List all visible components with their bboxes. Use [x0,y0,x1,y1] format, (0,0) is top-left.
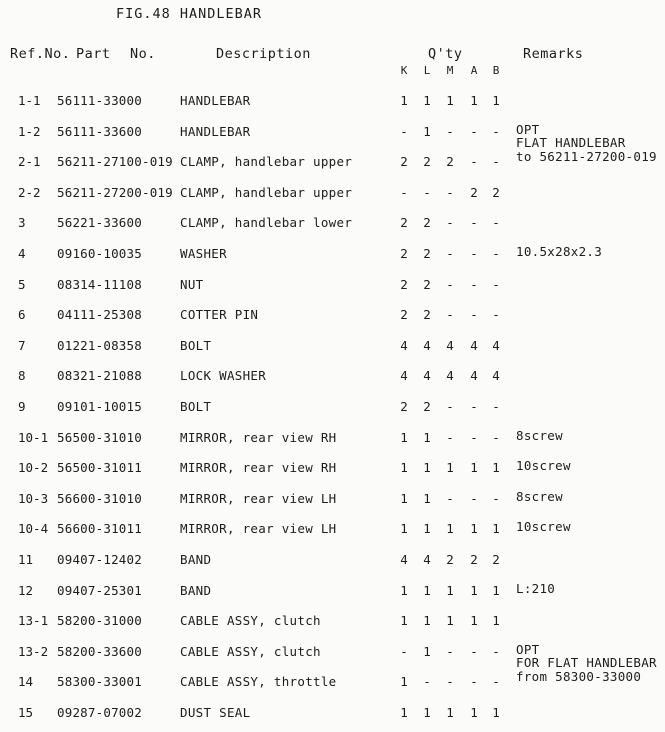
description-cell: HANDLEBAR [180,123,251,139]
qty-cell: - [470,246,478,261]
header-ref-no: Ref.No. [10,46,71,62]
part-number-cell: 09407-12402 [57,552,142,567]
qty-col-l: L [423,64,431,77]
ref-number-cell: 15 [18,705,34,720]
qty-cell: 4 [446,337,454,353]
ref-number-cell: 3 [18,215,26,231]
table-row [0,154,665,174]
qty-cell: 1 [470,460,478,476]
part-number-cell: 56600-31011 [57,521,142,537]
qty-cell: 2 [446,154,454,170]
description-cell: NUT [180,276,204,292]
remarks-line: 8screw [516,427,563,443]
qty-cell: - [492,429,500,445]
header-qty: Q'ty [428,46,463,62]
table-row [0,552,665,572]
qty-cell: - [492,307,500,323]
qty-cell: 2 [400,307,408,323]
ref-number-cell: 4 [18,246,26,261]
qty-cell: - [423,674,431,690]
description-cell: BOLT [180,337,212,353]
ref-number-cell: 1-1 [18,93,41,108]
qty-cell: - [470,123,478,139]
ref-number-cell: 7 [18,337,26,353]
remarks-line: L:210 [516,580,556,596]
part-number-cell: 56211-27100-019 [57,154,173,170]
qty-cell: 2 [400,276,408,292]
qty-cell: 1 [446,460,454,476]
description-cell: CLAMP, handlebar upper [180,184,353,200]
qty-cell: 1 [470,521,478,537]
qty-cell: 1 [423,613,431,629]
qty-cell: - [470,429,478,445]
qty-cell: - [470,399,478,414]
figure-title: FIG.48 HANDLEBAR [116,6,263,22]
qty-cell: 2 [423,399,431,414]
qty-cell: - [446,123,454,139]
table-row [0,246,665,266]
remarks-line: FOR FLAT HANDLEBAR [516,655,657,671]
qty-cell: 1 [446,705,454,720]
qty-cell: - [470,307,478,323]
qty-cell: 1 [470,582,478,598]
ref-number-cell: 9 [18,399,26,414]
table-row [0,185,665,205]
description-cell: HANDLEBAR [180,93,251,108]
qty-cell: - [400,123,408,139]
description-cell: LOCK WASHER [180,368,267,384]
ref-number-cell: 10-3 [18,490,49,506]
qty-cell: 4 [423,337,431,353]
qty-cell: 1 [492,705,500,720]
qty-cell: 1 [492,460,500,476]
qty-cell: 2 [492,552,500,567]
part-number-cell: 56111-33000 [57,93,142,108]
qty-cell: 2 [423,154,431,170]
remarks-line: OPT [516,121,540,137]
ref-number-cell: 10-4 [18,521,49,537]
qty-cell: - [400,184,408,200]
description-cell: CABLE ASSY, clutch [180,643,321,659]
part-number-cell: 58300-33001 [57,674,142,690]
qty-cell: - [492,643,500,659]
description-cell: CLAMP, handlebar lower [180,215,353,231]
description-cell: COTTER PIN [180,307,259,323]
part-number-cell: 09101-10015 [57,399,142,414]
qty-cell: 4 [492,337,500,353]
qty-cell: - [423,184,431,200]
table-row [0,215,665,235]
table-row [0,613,665,633]
part-number-cell: 58200-31000 [57,613,142,629]
qty-cell: - [400,643,408,659]
part-number-cell: 08321-21088 [57,368,142,384]
qty-cell: 2 [492,184,500,200]
qty-cell: - [446,246,454,261]
table-row [0,580,665,603]
qty-col-b: B [492,64,500,77]
ref-number-cell: 8 [18,368,26,384]
qty-cell: - [446,674,454,690]
qty-cell: 2 [400,246,408,261]
remarks-line: FLAT HANDLEBAR [516,135,626,151]
qty-cell: - [492,399,500,414]
qty-cell: 1 [446,93,454,108]
qty-cell: 2 [470,184,478,200]
table-row [0,705,665,725]
qty-cell: - [446,429,454,445]
qty-cell: - [470,276,478,292]
qty-cell: 2 [400,154,408,170]
qty-cell: 1 [423,643,431,659]
ref-number-cell: 12 [18,582,34,598]
table-row [0,427,665,450]
qty-cell: 2 [423,276,431,292]
qty-cell: - [470,490,478,506]
qty-cell: - [470,215,478,231]
qty-cell: 1 [446,613,454,629]
part-number-cell: 01221-08358 [57,337,142,353]
qty-cell: 1 [423,429,431,445]
description-cell: CABLE ASSY, clutch [180,613,321,629]
qty-col-k: K [400,64,408,77]
description-cell: BAND [180,552,212,567]
description-cell: MIRROR, rear view LH [180,490,337,506]
description-cell: BOLT [180,399,212,414]
ref-number-cell: 10-2 [18,460,49,476]
remarks-line: from 58300-33000 [516,668,642,684]
qty-cell: 1 [400,582,408,598]
qty-cell: 1 [470,613,478,629]
qty-cell: 2 [470,552,478,567]
qty-cell: 1 [446,582,454,598]
part-number-cell: 56211-27200-019 [57,184,173,200]
qty-cell: - [470,643,478,659]
qty-cell: 1 [423,123,431,139]
qty-cell: - [446,399,454,414]
ref-number-cell: 2-1 [18,154,41,170]
qty-cell: - [492,490,500,506]
qty-cell: - [492,215,500,231]
qty-cell: 4 [446,368,454,384]
qty-cell: 4 [423,552,431,567]
qty-cell: 1 [400,705,408,720]
qty-cell: - [446,643,454,659]
table-row [0,674,665,694]
table-row [0,460,665,480]
header-remarks: Remarks [523,46,584,62]
qty-cell: 1 [470,93,478,108]
qty-cell: - [446,215,454,231]
header-no: No. [130,46,156,62]
qty-cell: - [492,674,500,690]
ref-number-cell: 14 [18,674,34,690]
description-cell: DUST SEAL [180,705,251,720]
table-row [0,307,665,327]
qty-cell: 1 [470,705,478,720]
remarks-line: to 56211-27200-019 [516,148,657,164]
ref-number-cell: 13-1 [18,613,49,629]
qty-cell: 1 [492,613,500,629]
table-row [0,338,665,358]
qty-cell: 4 [492,368,500,384]
qty-col-a: A [470,64,478,77]
part-number-cell: 09407-25301 [57,582,142,598]
qty-cell: 4 [400,368,408,384]
qty-cell: 1 [400,613,408,629]
ref-number-cell: 1-2 [18,123,41,139]
qty-cell: 1 [400,460,408,476]
qty-cell: 1 [423,705,431,720]
qty-cell: 1 [400,429,408,445]
table-row [0,488,665,511]
description-cell: BAND [180,582,212,598]
part-number-cell: 08314-11108 [57,276,142,292]
part-number-cell: 56500-31011 [57,460,142,476]
header-description: Description [216,46,311,62]
qty-cell: 1 [492,93,500,108]
qty-cell: 2 [446,552,454,567]
ref-number-cell: 10-1 [18,429,49,445]
qty-cell: 4 [400,337,408,353]
qty-col-m: M [446,64,454,77]
description-cell: MIRROR, rear view LH [180,521,337,537]
qty-cell: 4 [400,552,408,567]
table-row [0,368,665,388]
qty-cell: 1 [423,93,431,108]
qty-cell: 4 [470,337,478,353]
description-cell: MIRROR, rear view RH [180,460,337,476]
part-number-cell: 04111-25308 [57,307,142,323]
qty-cell: - [446,490,454,506]
part-number-cell: 56221-33600 [57,215,142,231]
header-part: Part [76,46,111,62]
qty-cell: 1 [423,521,431,537]
description-cell: CLAMP, handlebar upper [180,154,353,170]
ref-number-cell: 13-2 [18,643,49,659]
remarks-line: 10screw [516,519,571,535]
qty-cell: - [470,154,478,170]
qty-cell: 2 [423,215,431,231]
remarks-line: OPT [516,641,540,657]
ref-number-cell: 6 [18,307,26,323]
ref-number-cell: 5 [18,276,26,292]
qty-cell: 2 [423,246,431,261]
description-cell: WASHER [180,246,227,261]
qty-cell: 1 [492,582,500,598]
qty-cell: 1 [492,521,500,537]
qty-cell: 1 [400,674,408,690]
description-cell: MIRROR, rear view RH [180,429,337,445]
qty-cell: 1 [446,521,454,537]
qty-cell: 2 [400,399,408,414]
qty-cell: 2 [423,307,431,323]
qty-cell: 1 [400,490,408,506]
description-cell: CABLE ASSY, throttle [180,674,337,690]
qty-cell: - [446,184,454,200]
qty-cell: - [492,246,500,261]
part-number-cell: 56500-31010 [57,429,142,445]
ref-number-cell: 11 [18,552,34,567]
remarks-line: 10screw [516,458,571,474]
remarks-line: 10.5x28x2.3 [516,244,603,259]
qty-cell: 1 [423,582,431,598]
table-row [0,277,665,297]
qty-cell: - [446,307,454,323]
ref-number-cell: 2-2 [18,184,41,200]
qty-cell: 4 [423,368,431,384]
qty-cell: 1 [400,521,408,537]
qty-cell: - [446,276,454,292]
qty-cell: 1 [423,490,431,506]
qty-cell: - [492,123,500,139]
table-row [0,521,665,541]
qty-cell: 2 [400,215,408,231]
part-number-cell: 58200-33600 [57,643,142,659]
part-number-cell: 09160-10035 [57,246,142,261]
qty-cell: - [492,276,500,292]
qty-cell: - [470,674,478,690]
qty-cell: - [492,154,500,170]
qty-cell: 4 [470,368,478,384]
part-number-cell: 56600-31010 [57,490,142,506]
qty-cell: 1 [400,93,408,108]
part-number-cell: 56111-33600 [57,123,142,139]
qty-cell: 1 [423,460,431,476]
table-row [0,93,665,113]
table-row [0,399,665,419]
part-number-cell: 09287-07002 [57,705,142,720]
remarks-line: 8screw [516,488,563,504]
